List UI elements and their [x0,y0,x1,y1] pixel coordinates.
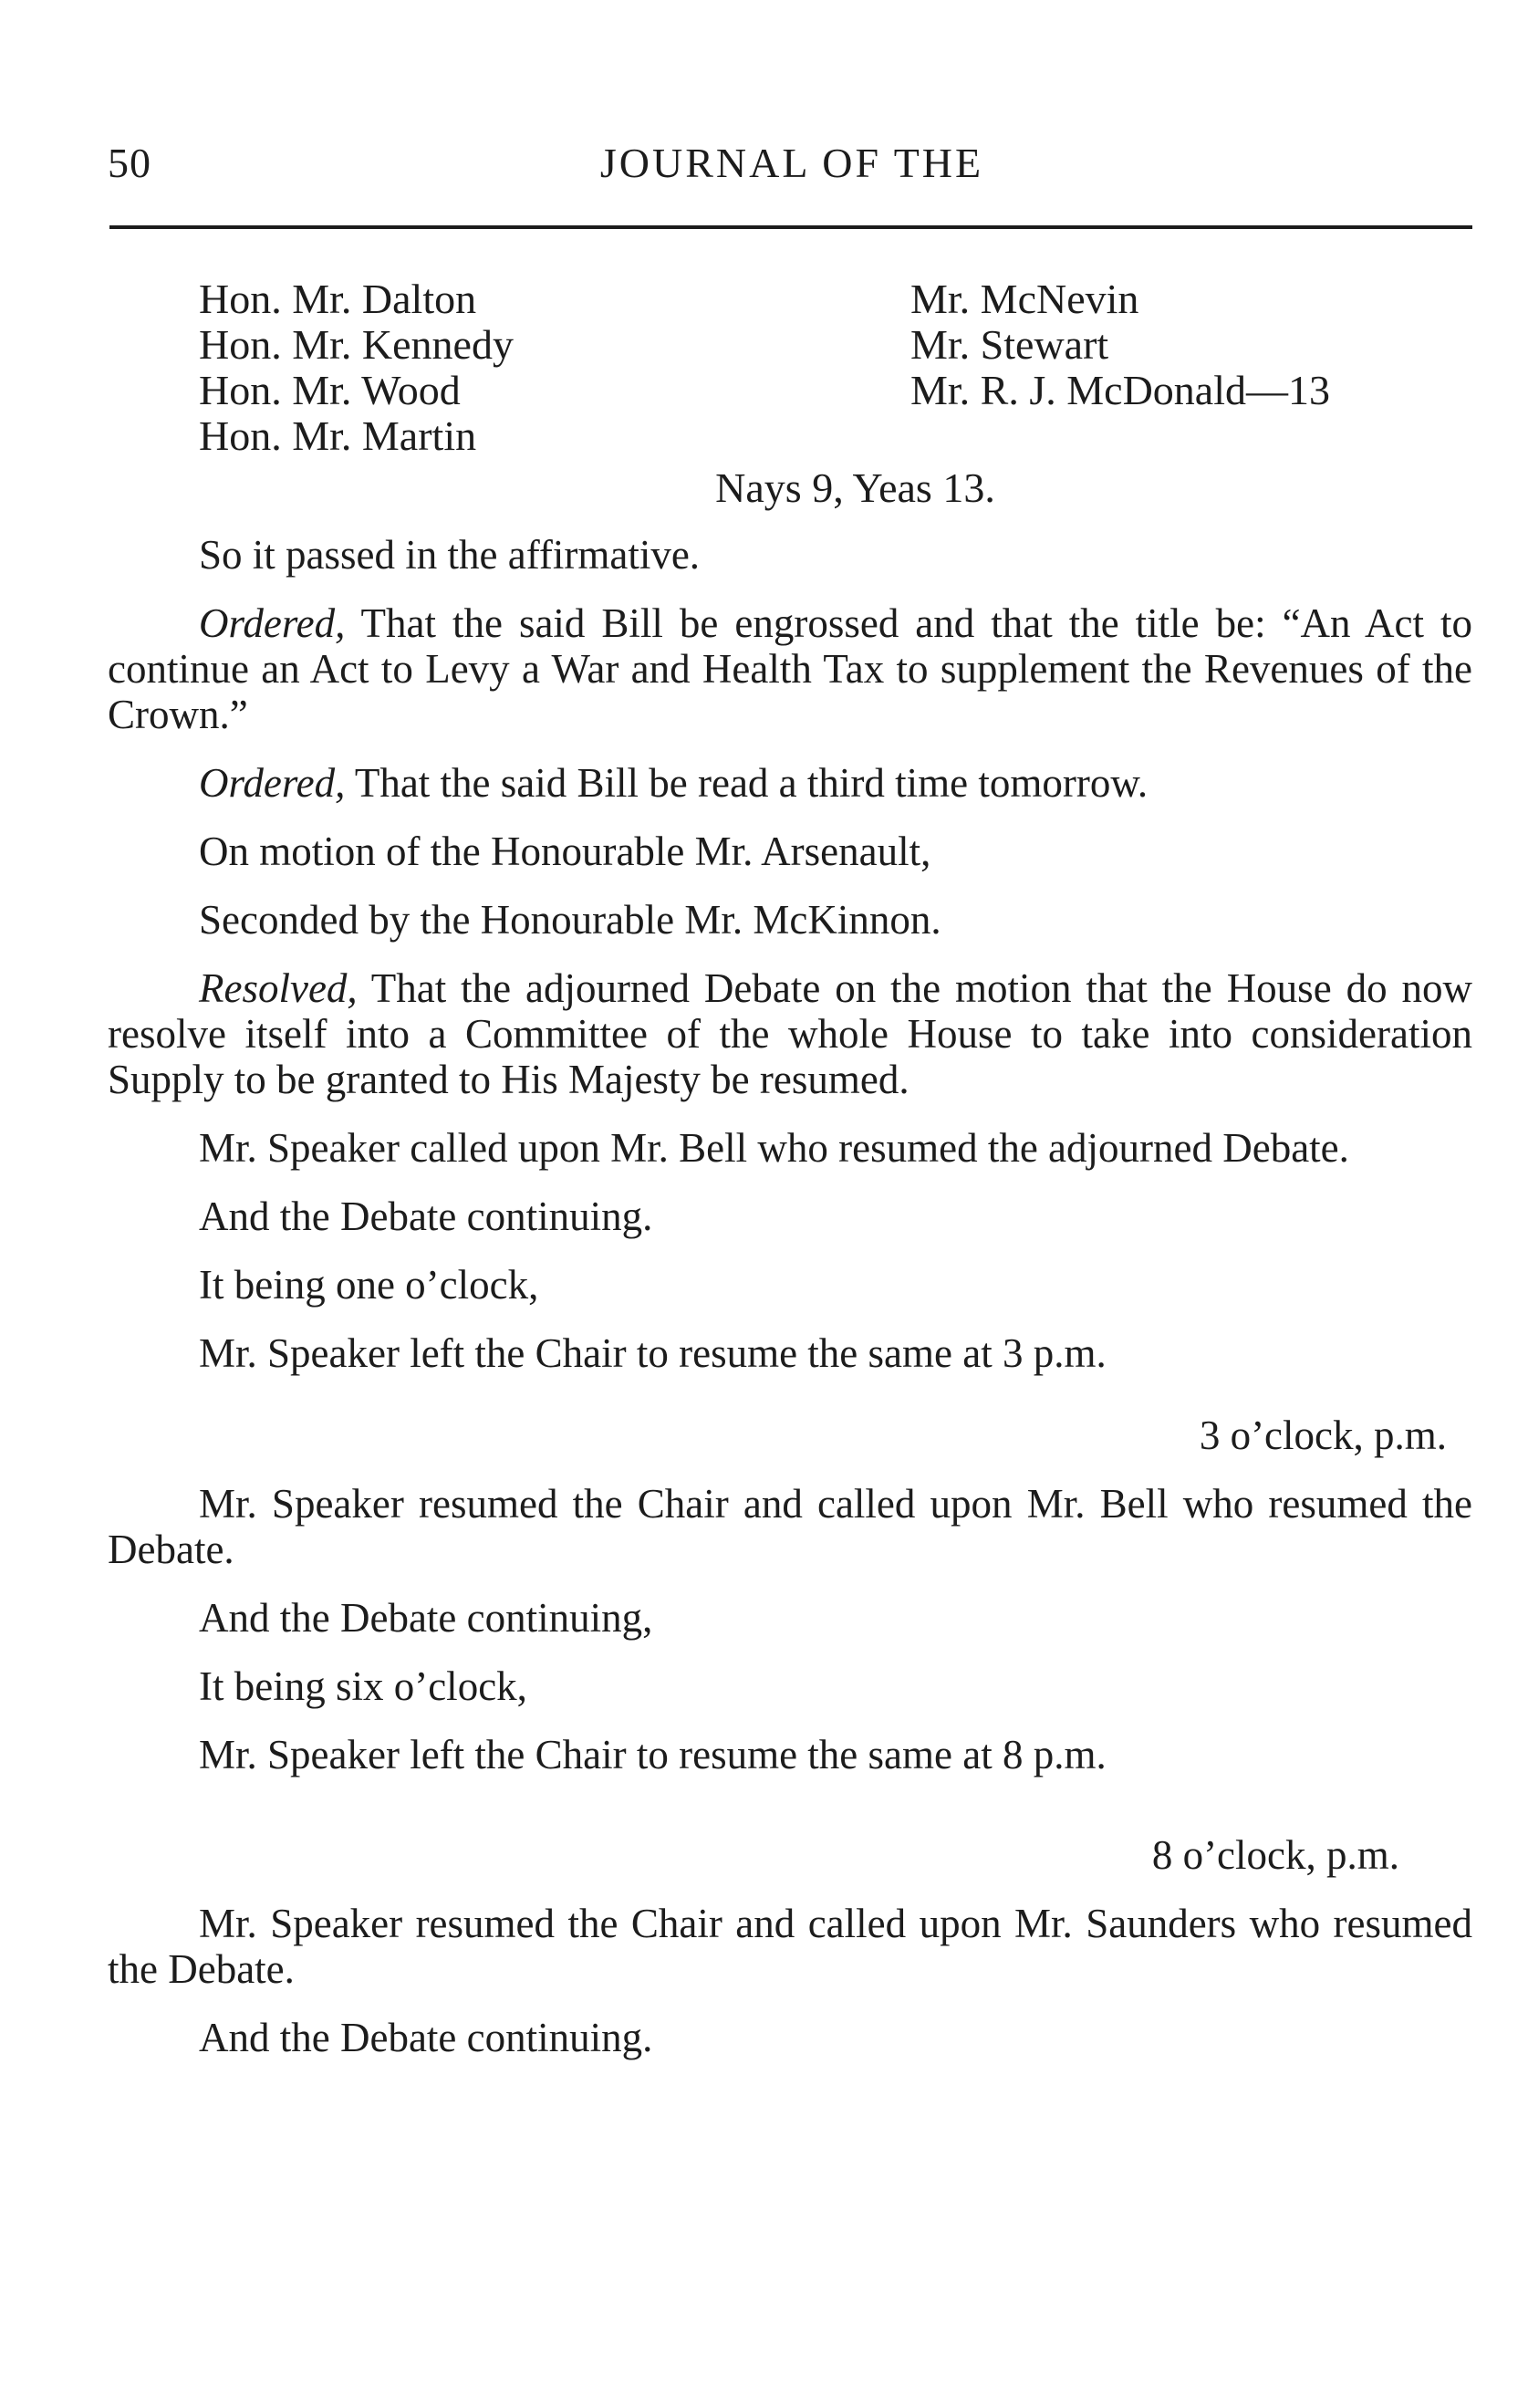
vote-name: Hon. Mr. Wood [199,367,461,413]
paragraph-lead: Ordered, [199,760,346,806]
paragraph-ordered-title [108,600,1472,737]
paragraph: Seconded by the Honourable Mr. McKinnon. [199,897,941,943]
paragraph-lead: Ordered, [199,600,346,646]
paragraph-text: That the said Bill be engrossed and that the title be: “An Act to continue an Act to Levy a War and Health Tax to supplement the Revenues of the Crown.” [108,600,1472,737]
paragraph: So it passed in the affirmative. [199,532,701,578]
vote-names-right-column [910,276,1330,413]
time-heading: 8 o’clock, p.m. [1151,1832,1399,1878]
page-number: 50 [108,140,151,186]
paragraph: And the Debate continuing. [199,2015,653,2060]
page-header [108,139,1476,193]
journal-body [108,532,1472,2083]
paragraph: Mr. Speaker left the Chair to resume the same at 3 p.m. [199,1330,1107,1376]
vote-name: Mr. Stewart [910,321,1109,368]
paragraph: It being one o’clock, [199,1262,539,1308]
vote-name: Hon. Mr. Dalton [199,276,477,322]
paragraph: And the Debate continuing. [199,1194,653,1239]
paragraph: Mr. Speaker resumed the Chair and called upon Mr. Saunders who resumed the Debate. [108,1901,1472,1992]
header-rule [109,225,1472,229]
paragraph-ordered-third-reading [108,760,1472,806]
vote-name: Mr. R. J. McDonald—13 [910,367,1330,413]
paragraph-lead: Resolved, [199,965,358,1011]
running-head: JOURNAL OF THE [599,140,984,186]
vote-name: Hon. Mr. Kennedy [199,321,514,368]
paragraph-text: That the adjourned Debate on the motion that the House do now resolve itself into a Committee of the whole House to take into consideration Supply to be granted to His Majesty be resumed. [108,965,1472,1102]
paragraph: And the Debate continuing, [199,1595,653,1641]
paragraph: It being six o’clock, [199,1663,527,1709]
vote-name: Mr. McNevin [910,276,1139,322]
vote-name: Hon. Mr. Martin [199,412,477,459]
paragraph: Mr. Speaker resumed the Chair and called upon Mr. Bell who resumed the Debate. [108,1481,1472,1572]
time-heading: 3 o’clock, p.m. [1199,1412,1447,1458]
paragraph: On motion of the Honourable Mr. Arsenault, [199,829,931,874]
paragraph-text: That the said Bill be read a third time tomorrow. [345,760,1149,806]
vote-names-left-column [199,276,514,459]
vote-tally: Nays 9, Yeas 13. [715,464,995,511]
paragraph: Mr. Speaker called upon Mr. Bell who resumed the adjourned Debate. [199,1125,1349,1171]
paragraph-resolved [108,965,1472,1102]
paragraph: Mr. Speaker left the Chair to resume the same at 8 p.m. [199,1732,1107,1777]
